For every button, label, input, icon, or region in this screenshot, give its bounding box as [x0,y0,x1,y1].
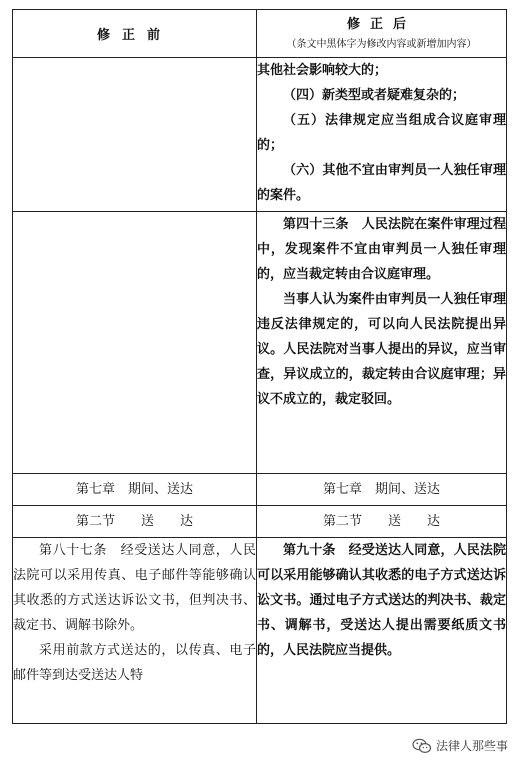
old-column-header: 修正前 [13,10,257,58]
new-chapter-heading: 第七章 期间、送达 [257,474,507,506]
old-section-heading: 第二节 送 达 [13,506,257,538]
clause-text: （五）法律规定应当组成合议庭审理的； [257,113,506,153]
clause-text: 其他社会影响较大的； [257,63,388,78]
table-row [13,58,507,212]
clause-body: 经受送达人同意，人民法院可以采用能够确认其收悉的电子方式送达诉讼文书。通过电子方式送达的判决书、裁定书、调解书，受送达人提出需要纸质文书的，人民法院应当提供。 [257,543,506,658]
table-row [13,212,507,474]
clause-text: 当事人认为案件由审判员一人独任审理违反法律规定的，可以向人民法院提出异议。人民法院对当事人提出的异议，应当审查，异议成立的，裁定转由合议庭审理；异议不成立的，裁定驳回。 [257,292,506,407]
new-section-heading: 第二节 送 达 [257,506,507,538]
clause-text: 第四十三条 人民法院在案件审理过程中，发现案件不宜由审判员一人独任审理的，应当裁定转由合议庭审理。 [257,217,506,282]
clause-text: （四）新类型或者疑难复杂的； [283,88,466,103]
new-cell [257,58,507,212]
new-column-subtitle: （条文中黑体字为修改内容或新增加内容） [286,39,477,50]
wechat-icon [412,738,432,754]
new-column-header [257,10,507,58]
new-cell [257,212,507,474]
chapter-row [13,474,507,506]
table-row [13,538,507,724]
table-header-row [13,10,507,58]
new-column-title: 修正后 [346,17,416,32]
old-cell [13,538,257,724]
watermark [412,737,508,754]
article-number: 第九十条 [283,543,336,558]
comparison-table [12,9,507,724]
old-chapter-heading: 第七章 期间、送达 [13,474,257,506]
new-cell [257,538,507,724]
old-cell-empty [13,212,257,474]
watermark-text: 法律人那些事 [435,739,508,753]
clause-text: 采用前款方式送达的，以传真、电子邮件等到达受送达人特 [13,643,256,683]
clause-text [257,538,506,663]
section-row [13,506,507,538]
clause-text: 第八十七条 经受送达人同意，人民法院可以采用传真、电子邮件等能够确认其收悉的方式送达诉讼文书，但判决书、裁定书、调解书除外。 [13,543,256,633]
clause-text: （六）其他不宜由审判员一人独任审理的案件。 [257,163,506,203]
old-cell-empty [13,58,257,212]
